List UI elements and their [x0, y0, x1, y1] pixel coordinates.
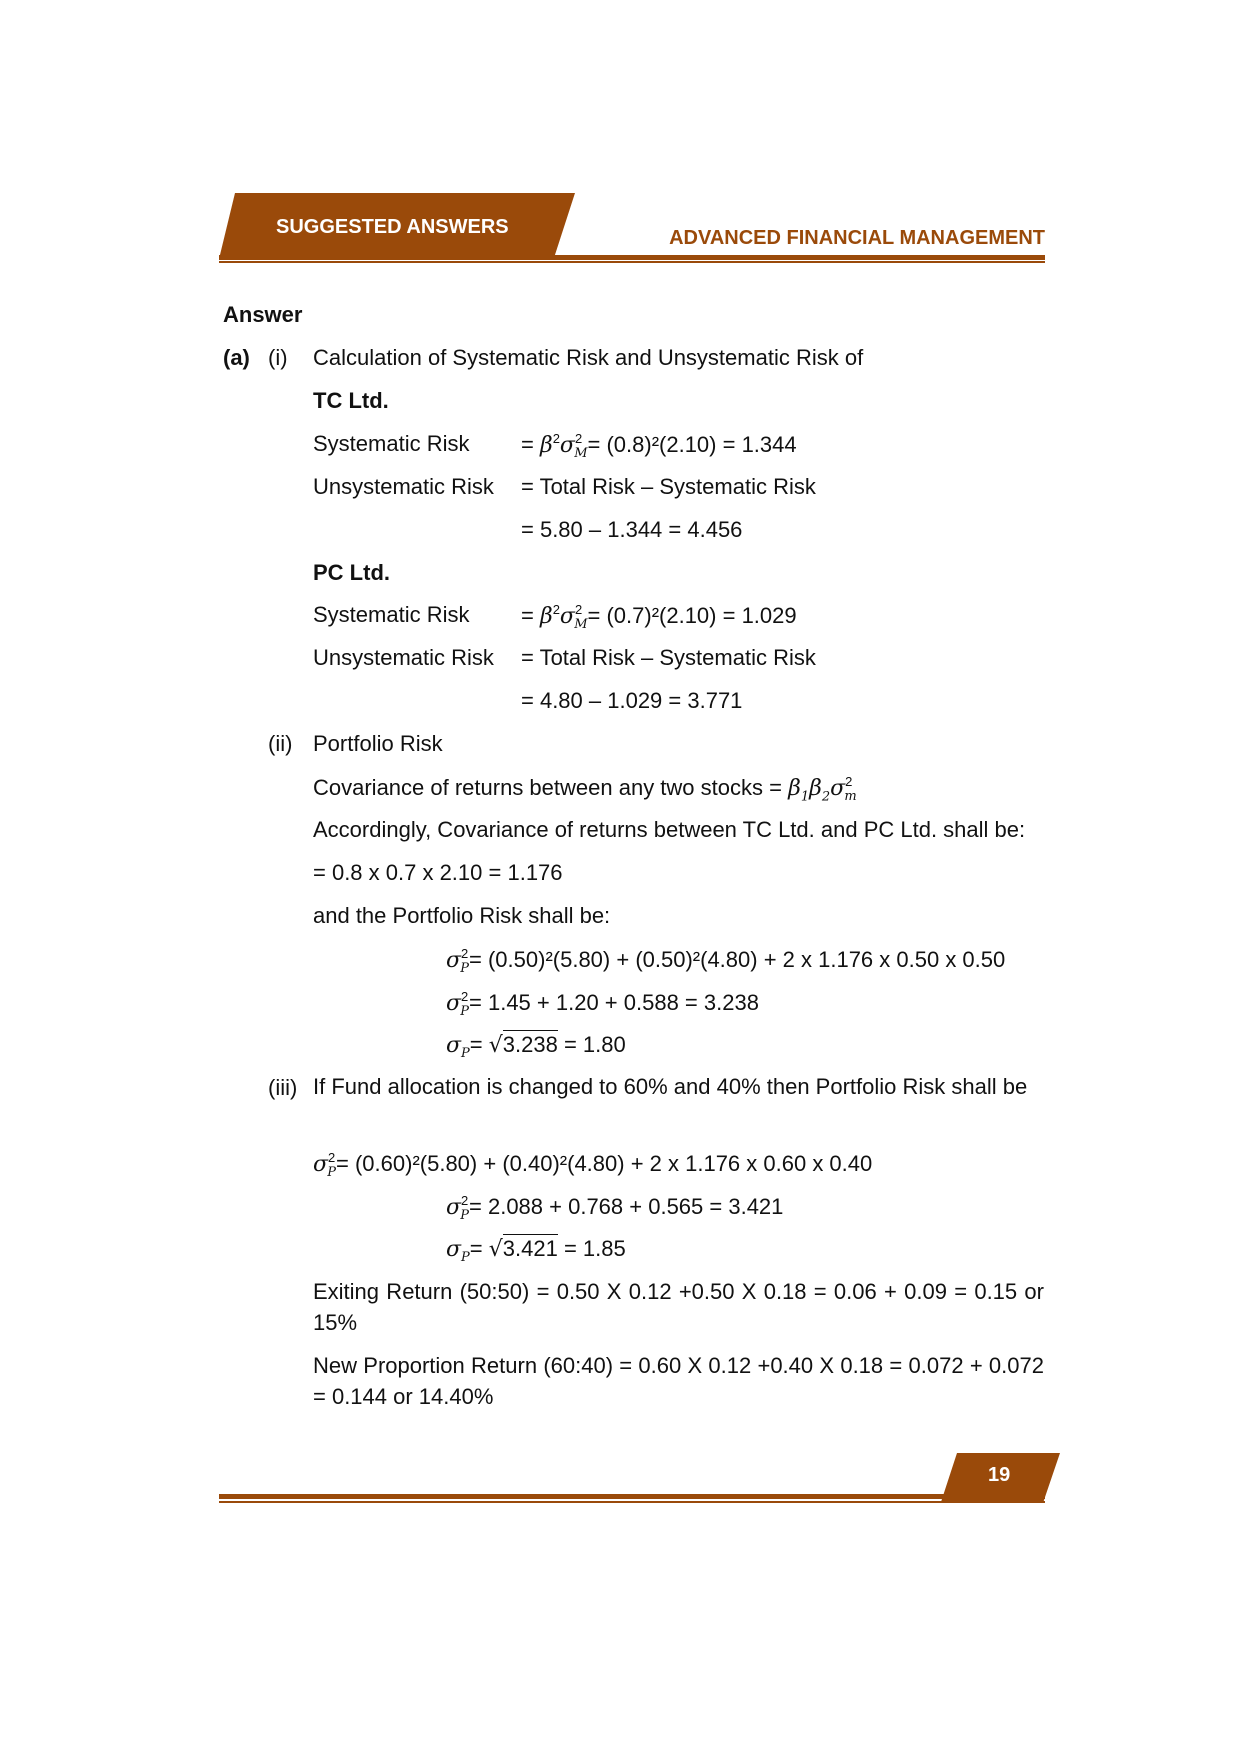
tc-unsys-result: = 5.80 – 1.344 = 4.456	[521, 517, 743, 542]
equation-3: $\sigma_P= √3.238 = 1.80$	[446, 1032, 626, 1061]
tc-unsys-formula: = Total Risk – Systematic Risk	[521, 474, 816, 499]
tc-sys-equation: = $\beta^2\sigma^2_M= (0.8)^2(2.10) = 1.344$	[521, 431, 797, 461]
equation-3-result: = 1.80	[563, 1032, 626, 1057]
portfolio-risk-intro: and the Portfolio Risk shall be:	[313, 903, 611, 928]
iii-text: If Fund allocation is changed to 60% and 40% then Portfolio Risk shall be	[313, 1074, 1028, 1099]
calc-line: Calculation of Systematic Risk and Unsystematic Risk of	[313, 345, 864, 370]
pc-sys-equation-text: = (0.7)²(2.10) = 1.029	[587, 603, 797, 628]
equation-4: $\sigma^2_P= (0.60)^2(5.80) + (0.40)^2(4.80) + 2$ x 1.176 x 0.60 x 0.40	[313, 1150, 873, 1180]
equation-1-text: = (0.50)²(5.80) + (0.50)²(4.80) + 2 x 1.176 x 0.50 x 0.50	[469, 947, 1006, 972]
covariance-line: Covariance of returns between any two stocks = $\beta_1\beta_2\sigma^2_m$	[313, 774, 857, 805]
covariance-calc: = 0.8 x 0.7 x 2.10 = 1.176	[313, 860, 563, 885]
equation-5: $\sigma^2_P= 2.088 + 0.768 + 0.565 = 3.421$	[446, 1193, 784, 1223]
equation-2: $\sigma^2_P= 1.45 + 1.20 + 0.588 = 3.238$	[446, 989, 759, 1019]
page-number: 19	[988, 1464, 1011, 1486]
portfolio-risk-heading: Portfolio Risk	[313, 731, 443, 756]
equation-2-text: = 1.45 + 1.20 + 0.588 = 3.238	[469, 990, 759, 1015]
answer-heading: Answer	[223, 302, 303, 327]
header-tab-label: SUGGESTED ANSWERS	[276, 216, 509, 238]
header-title: ADVANCED FINANCIAL MANAGEMENT	[669, 227, 1045, 249]
equation-6-result: = 1.85	[563, 1236, 626, 1261]
existing-return: Exiting Return (50:50) = 0.50 X 0.12 +0.50 X 0.18 = 0.06 + 0.09 = 0.15 or 15%	[313, 1279, 1044, 1335]
covariance-text: Covariance of returns between any two stocks =	[313, 775, 782, 800]
tc-unsys-label: Unsystematic Risk	[313, 474, 494, 499]
footer-rule-thin	[219, 1501, 1045, 1503]
footer-rule	[219, 1494, 1045, 1499]
equation-4-text: = (0.60)²(5.80) + (0.40)²(4.80) + 2 x 1.176 x 0.60 x 0.40	[336, 1151, 873, 1176]
tc-sys-equation-text: = (0.8)²(2.10) = 1.344	[587, 432, 797, 457]
tc-sys-label: Systematic Risk	[313, 431, 470, 456]
equation-6-radicand: 3.421	[502, 1236, 558, 1261]
equation-1: $\sigma^2_P= (0.50)^2(5.80) + (0.50)^2(4.80) + 2$ x 1.176 x 0.50 x 0.50	[446, 946, 1006, 976]
equation-3-radicand: 3.238	[502, 1032, 558, 1057]
pc-sys-equation: = $\beta^2\sigma^2_M= (0.7)^2(2.10) = 1.029$	[521, 602, 797, 632]
pc-unsys-result: = 4.80 – 1.029 = 3.771	[521, 688, 743, 713]
header-rule	[219, 255, 1045, 260]
pc-unsys-label: Unsystematic Risk	[313, 645, 494, 670]
equation-6: $\sigma_P= √3.421 = 1.85$	[446, 1236, 626, 1265]
equation-5-text: = 2.088 + 0.768 + 0.565 = 3.421	[469, 1194, 784, 1219]
pc-unsys-formula: = Total Risk – Systematic Risk	[521, 645, 816, 670]
new-return: New Proportion Return (60:40) = 0.60 X 0.12 +0.40 X 0.18 = 0.072 + 0.072 = 0.144 or 14.40%	[313, 1353, 1044, 1409]
sub-i-label: (i)	[268, 345, 288, 370]
sub-ii-label: (ii)	[268, 731, 293, 756]
tc-heading: TC Ltd.	[313, 388, 389, 413]
pc-sys-label: Systematic Risk	[313, 602, 470, 627]
pc-heading: PC Ltd.	[313, 560, 390, 585]
sub-iii-label: (iii)	[268, 1075, 298, 1100]
part-a-label: (a)	[223, 345, 250, 370]
header-rule-thin	[219, 261, 1045, 263]
accordingly-line: Accordingly, Covariance of returns between TC Ltd. and PC Ltd. shall be:	[313, 817, 1026, 842]
